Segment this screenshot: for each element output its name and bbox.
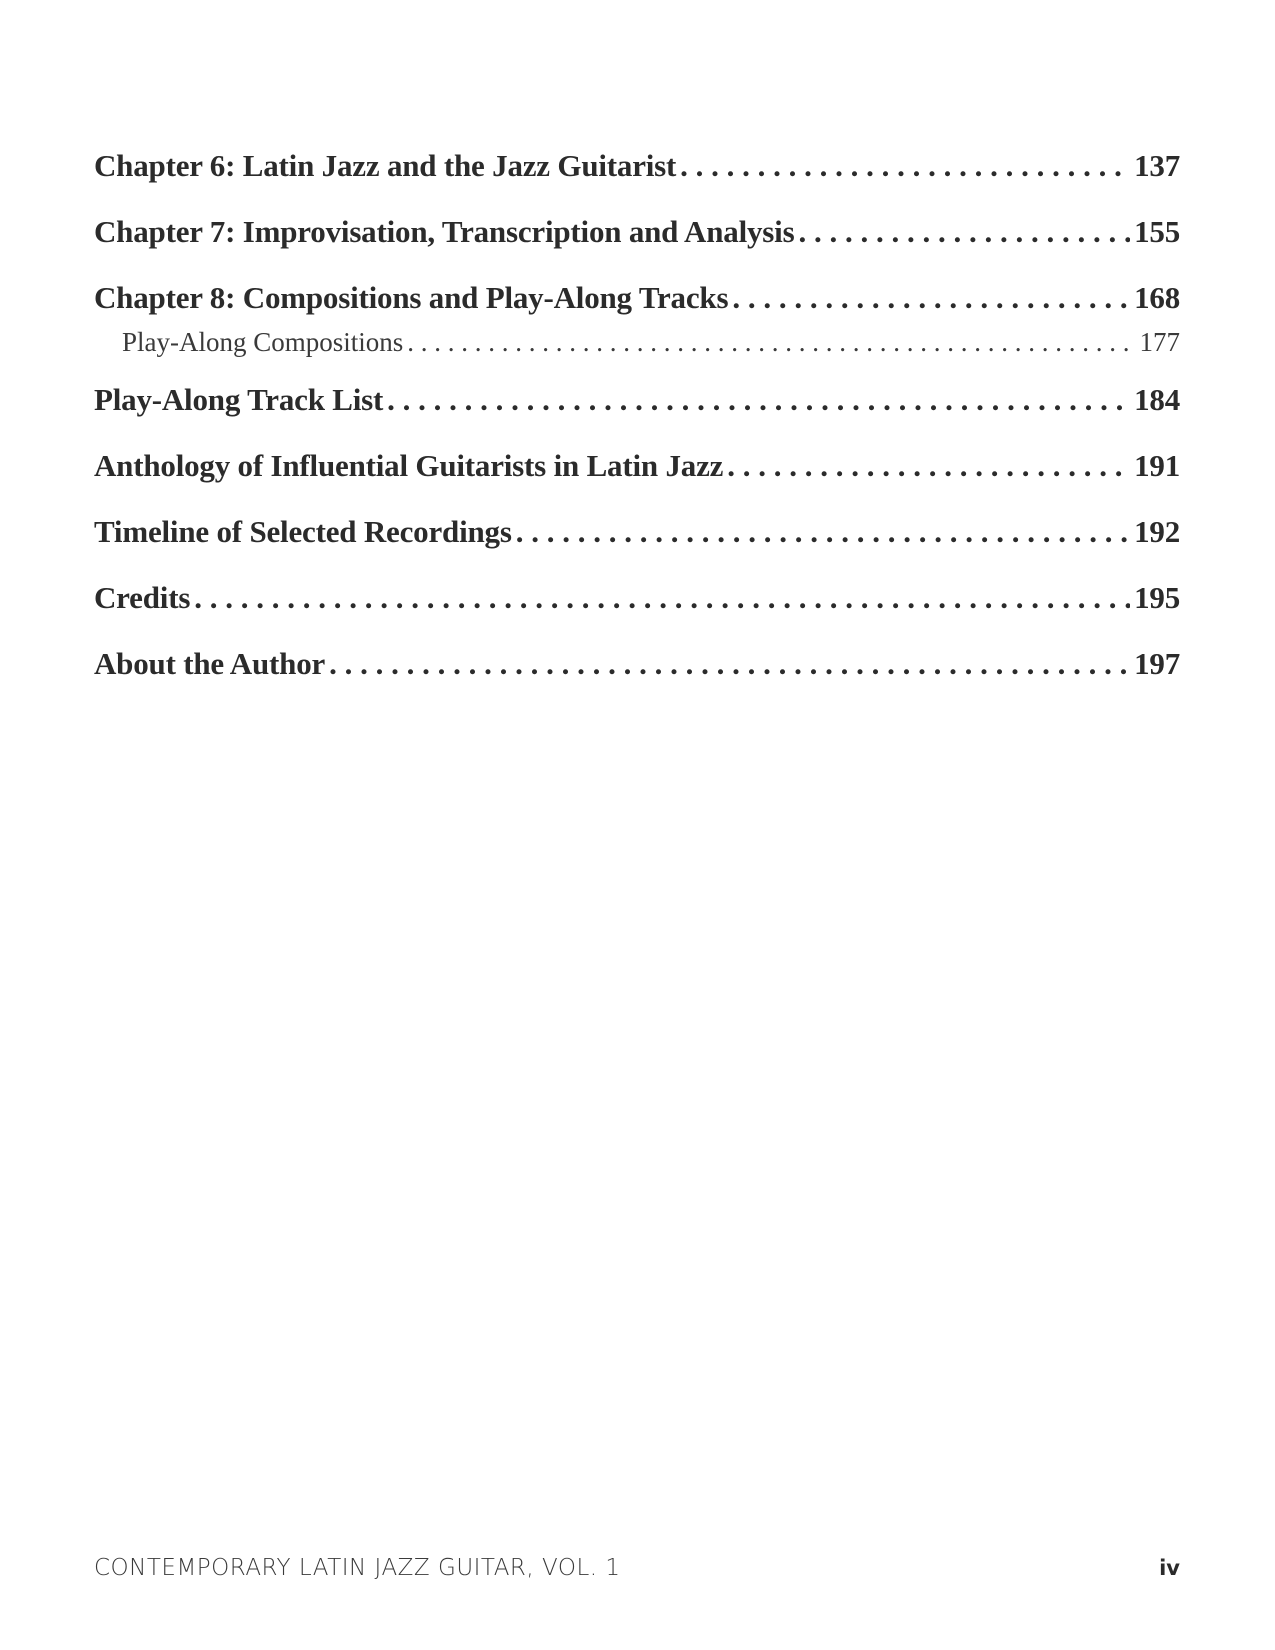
toc-dot-leader bbox=[194, 578, 1130, 618]
toc-dot-leader bbox=[407, 324, 1135, 360]
footer-page-number: iv bbox=[1159, 1556, 1180, 1580]
toc-entry-label: Chapter 8: Compositions and Play-Along Tracks bbox=[94, 280, 729, 315]
toc-entry-about-the-author[interactable] bbox=[94, 644, 1180, 684]
toc-entry-label: Chapter 7: Improvisation, Transcription and Analysis bbox=[94, 214, 795, 249]
toc-dot-leader bbox=[387, 380, 1130, 420]
footer-book-title: CONTEMPORARY LATIN JAZZ GUITAR, VOL. 1 bbox=[94, 1555, 621, 1581]
toc-entry-label: Timeline of Selected Recordings bbox=[94, 514, 512, 549]
toc-entry-page: 197 bbox=[1134, 646, 1180, 681]
toc-dot-leader bbox=[732, 278, 1130, 318]
toc-subentry-play-along-compositions[interactable] bbox=[94, 324, 1180, 360]
toc-entry-label: Anthology of Influential Guitarists in Latin Jazz bbox=[94, 448, 724, 483]
toc-entry-anthology[interactable] bbox=[94, 446, 1180, 486]
toc-dot-leader bbox=[727, 446, 1130, 486]
page-footer bbox=[94, 1555, 1180, 1581]
toc-entry-label: Play-Along Compositions bbox=[122, 327, 404, 357]
toc-dot-leader bbox=[680, 146, 1130, 186]
toc-entry-chapter-8[interactable] bbox=[94, 278, 1180, 318]
toc-entry-label: Credits bbox=[94, 580, 191, 615]
toc-entry-chapter-6[interactable] bbox=[94, 146, 1180, 186]
toc-entry-page: 191 bbox=[1134, 448, 1180, 483]
toc-dot-leader bbox=[798, 212, 1130, 252]
toc-entry-play-along-track-list[interactable] bbox=[94, 380, 1180, 420]
toc-entry-label: About the Author bbox=[94, 646, 326, 681]
toc-entry-page: 184 bbox=[1134, 382, 1180, 417]
toc-entry-page: 155 bbox=[1134, 214, 1180, 249]
table-of-contents bbox=[94, 146, 1180, 710]
toc-entry-page: 195 bbox=[1134, 580, 1180, 615]
toc-entry-chapter-7[interactable] bbox=[94, 212, 1180, 252]
toc-entry-page: 177 bbox=[1139, 327, 1180, 357]
toc-entry-timeline[interactable] bbox=[94, 512, 1180, 552]
toc-entry-page: 192 bbox=[1134, 514, 1180, 549]
toc-entry-page: 137 bbox=[1134, 148, 1180, 183]
toc-entry-page: 168 bbox=[1134, 280, 1180, 315]
toc-entry-label: Play-Along Track List bbox=[94, 382, 384, 417]
toc-entry-label: Chapter 6: Latin Jazz and the Jazz Guitarist bbox=[94, 148, 677, 183]
toc-entry-credits[interactable] bbox=[94, 578, 1180, 618]
toc-dot-leader bbox=[516, 512, 1130, 552]
toc-dot-leader bbox=[329, 644, 1130, 684]
